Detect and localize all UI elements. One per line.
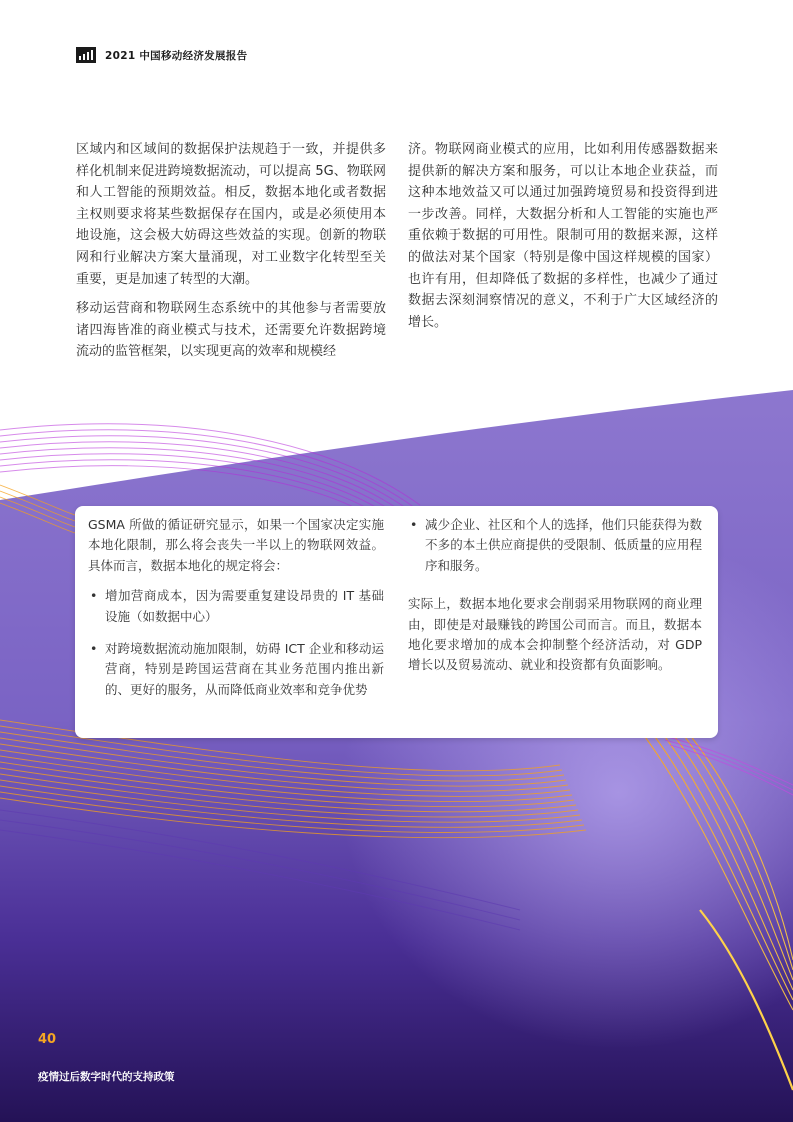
paragraph: 济。物联网商业模式的应用，比如利用传感器数据来提供新的解决方案和服务，可以让本地企业获益，而这种本地效益又可以通过加强跨境贸易和投资得到进一步改善。同样，大数据分析和人工智能的实施也严重依赖于数据的可用性。限制可用的数据来源，这样的做法对某个国家（特别是像中国这样规模的国家）也许有用，但却降低了数据的多样性，也减少了通过数据去深刻洞察情况的意义，不利于广大区域经济的增长。 (408, 142, 718, 330)
bullet-list (408, 515, 702, 576)
card-intro: GSMA 所做的循证研究显示，如果一个国家决定实施本地化限制，那么将会丧失一半以上的物联网效益。具体而言，数据本地化的规定将会： (88, 517, 384, 573)
left-column (76, 139, 386, 371)
decorative-wave-background (0, 390, 793, 1122)
card-closing: 实际上，数据本地化要求会削弱采用物联网的商业理由，即使是对最赚钱的跨国公司而言。而且，数据本地化要求增加的成本会抑制整个经济活动，对 GDP 增长以及贸易流动、就业和投资都有负面影响。 (408, 596, 702, 673)
gsma-logo-icon (76, 47, 96, 63)
card-right-column (408, 515, 702, 686)
list-item: • 减少企业、社区和个人的选择，他们只能获得为数不多的本土供应商提供的受限制、低质量的应用程序和服务。 (408, 515, 702, 576)
bullet-list (88, 586, 384, 700)
right-column (408, 139, 718, 341)
page-number: 40 (38, 1032, 57, 1047)
list-item: • 对跨境数据流动施加限制，妨碍 ICT 企业和移动运营商，特别是跨国运营商在其业务范围内推出新的、更好的服务，从而降低商业效率和竞争优势 (88, 639, 384, 700)
paragraph: 移动运营商和物联网生态系统中的其他参与者需要放诸四海皆准的商业模式与技术，还需要允许数据跨境流动的监管框架，以实现更高的效率和规模经 (76, 301, 386, 360)
list-item: • 增加营商成本，因为需要重复建设昂贵的 IT 基础设施（如数据中心） (88, 586, 384, 627)
report-title: 2021 中国移动经济发展报告 (105, 49, 248, 62)
card-left-column (88, 515, 384, 712)
section-title: 疫情过后数字时代的支持政策 (38, 1071, 175, 1083)
info-card (75, 506, 718, 738)
paragraph: 区域内和区域间的数据保护法规趋于一致，并提供多样化机制来促进跨境数据流动，可以提高 5G、物联网和人工智能的预期效益。相反，数据本地化或者数据主权则要求将某些数据保存在国内，或是必须使用本地设施，这会极大妨碍这些效益的实现。创新的物联网和行业解决方案大量涌现，对工业数字化转型至关重要，更是加速了转型的大潮。 (76, 142, 386, 287)
report-header (76, 44, 247, 66)
